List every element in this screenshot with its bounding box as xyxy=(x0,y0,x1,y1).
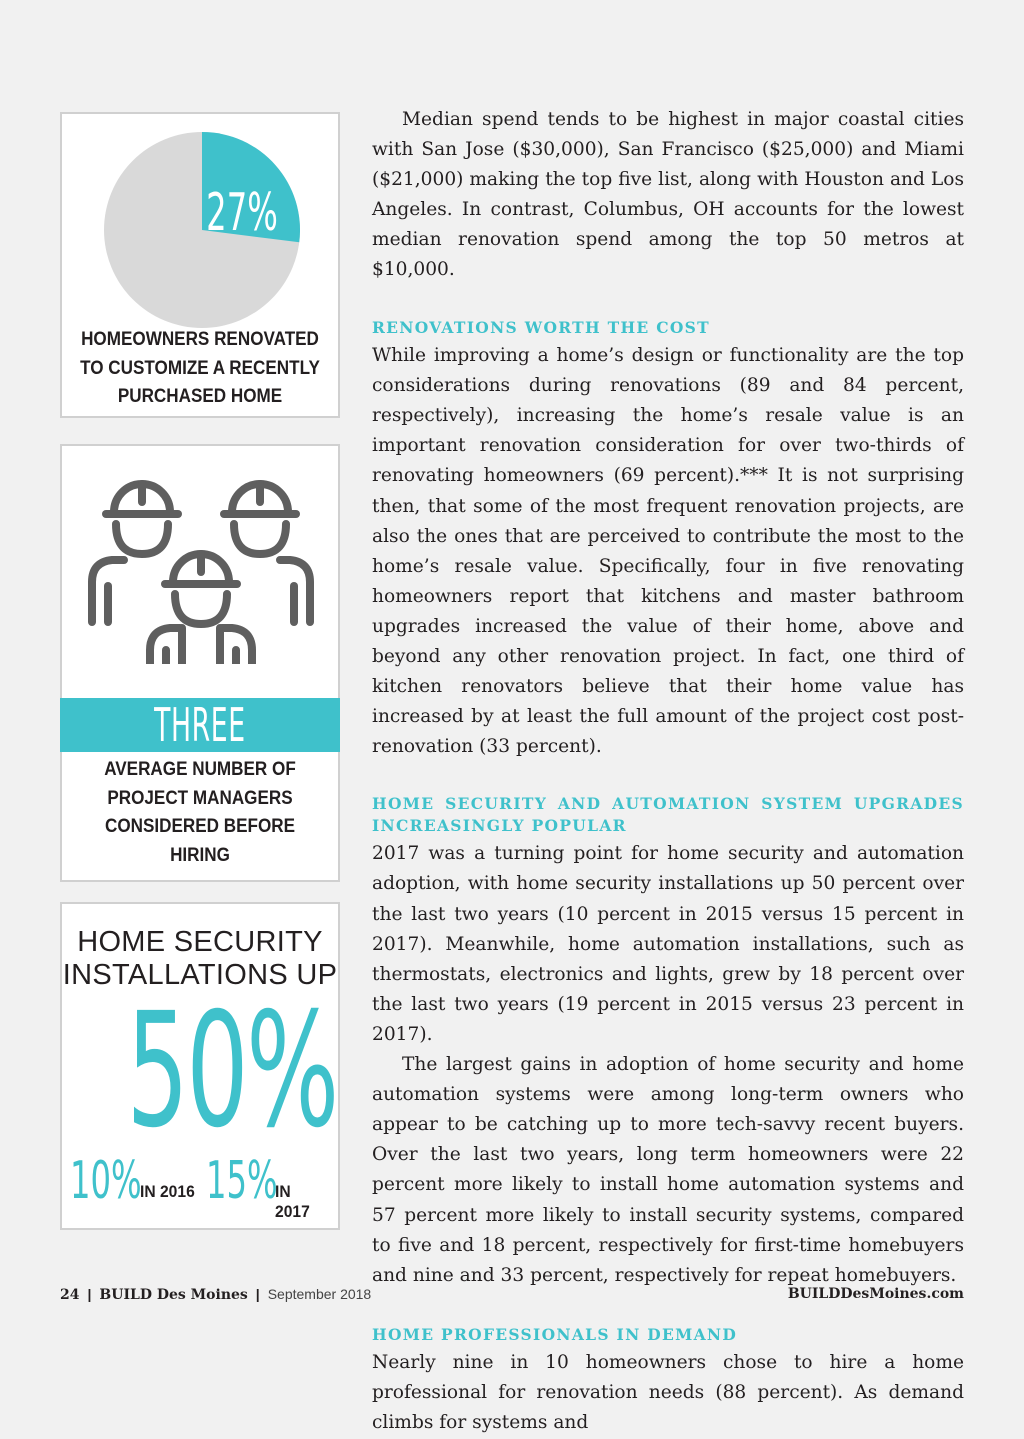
page-footer xyxy=(60,1286,964,1308)
security-title-line: HOME SECURITY xyxy=(77,926,323,958)
managers-caption-line: PROJECT MANAGERS xyxy=(107,787,293,809)
managers-caption-line: HIRING xyxy=(170,844,230,866)
footer-left xyxy=(60,1286,371,1303)
section-heading-renovations: RENOVATIONS WORTH THE COST xyxy=(372,317,710,337)
headline-band xyxy=(60,698,340,752)
worker-right-icon xyxy=(224,484,310,622)
magazine-name: BUILD Des Moines xyxy=(99,1287,248,1303)
pie-stat-card xyxy=(60,112,340,418)
security-big-stat-value: 50% xyxy=(126,979,337,1163)
pie-caption-line: PURCHASED HOME xyxy=(117,386,283,407)
section-paragraph: Nearly nine in 10 homeowners chose to hire a home professional for renovation needs (88 percent). As demand climbs for systems and xyxy=(372,1352,964,1434)
section-paragraph: While improving a home’s design or functionality are the top considerations during renovations (89 and 84 percent, respectively), increasing the home’s resale value is an important renovation consideration for over two-thirds of renovating homeowners (69 percent).*** It is not surprising then, that some of the most frequent renovation projects, are also the ones that are perceived to contribute the most to the home’s resale value. Specifically, four in five renovating homeowners report that kitchens and master bathroom upgrades increased the value of their home, above and beyond any other renovation project. In fact, one third of kitchen renovators believe that their home value has increased by at least the full amount of the project cost post-renovation (33 percent). xyxy=(372,345,964,758)
stat-2017-value: 15% xyxy=(206,1151,278,1211)
pie-caption-line: TO CUSTOMIZE A RECENTLY xyxy=(80,357,320,379)
article-column xyxy=(372,105,964,1439)
issue-date: September 2018 xyxy=(267,1286,372,1302)
footer-separator: | xyxy=(255,1286,260,1302)
website-link[interactable]: BUILDDesMoines.com xyxy=(787,1286,964,1302)
page-number: 24 xyxy=(60,1287,80,1303)
pie-chart xyxy=(104,132,300,328)
stat-2017-label: IN 2017 xyxy=(275,1182,310,1221)
managers-caption xyxy=(76,756,324,870)
worker-left-icon xyxy=(92,484,178,622)
managers-caption-line: AVERAGE NUMBER OF xyxy=(104,759,296,780)
section-heading-security: HOME SECURITY AND AUTOMATION SYSTEM UPGRADES INCREASINGLY POPULAR xyxy=(372,794,964,835)
section-paragraph: 2017 was a turning point for home security and automation adoption, with home security installations up 50 percent over the last two years (10 percent in 2015 versus 15 percent in 2017). Meanwhile, home automation installations, such as thermostats, electronics and lights, grew by 18 percent over the last two years (19 percent in 2015 versus 23 percent in 2017). xyxy=(372,843,964,1045)
stat-2016-value: 10% xyxy=(70,1151,142,1211)
pie-caption-line: HOMEOWNERS RENOVATED xyxy=(81,329,319,350)
stat-2016-label: IN 2016 xyxy=(140,1182,195,1201)
section-heading-professionals: HOME PROFESSIONALS IN DEMAND xyxy=(372,1324,738,1344)
managers-headline: THREE xyxy=(154,698,246,752)
pie-percent-label: 27% xyxy=(206,183,278,244)
security-stat-card xyxy=(60,902,340,1230)
security-title-line: INSTALLATIONS UP xyxy=(62,959,338,991)
project-managers-card xyxy=(60,444,340,882)
footer-separator: | xyxy=(87,1286,92,1302)
security-year-row xyxy=(70,1151,334,1221)
intro-paragraph: Median spend tends to be highest in major coastal cities with San Jose ($30,000), San Francisco ($25,000) and Miami ($21,000) making the top five list, along with Houston and Los Angeles. In contrast, Columbus, OH accounts for the lowest median renovation spend among the top 50 metros at $10,000. xyxy=(372,109,964,281)
security-big-stat xyxy=(62,979,338,1163)
section-paragraph: The largest gains in adoption of home security and home automation systems were among long-term owners who appear to be catching up to more tech-savvy recent buyers. Over the last two years, long term homeowners were 22 percent more likely to install home automation systems and 57 percent more likely to install security systems, compared to five and 18 percent, respectively for first-time homebuyers and nine and 33 percent, respectively for repeat homebuyers. xyxy=(372,1054,964,1286)
managers-caption-line: CONSIDERED BEFORE xyxy=(104,816,296,837)
pie-caption xyxy=(76,326,324,412)
construction-workers-icon xyxy=(86,474,316,664)
worker-center-icon xyxy=(150,554,252,664)
